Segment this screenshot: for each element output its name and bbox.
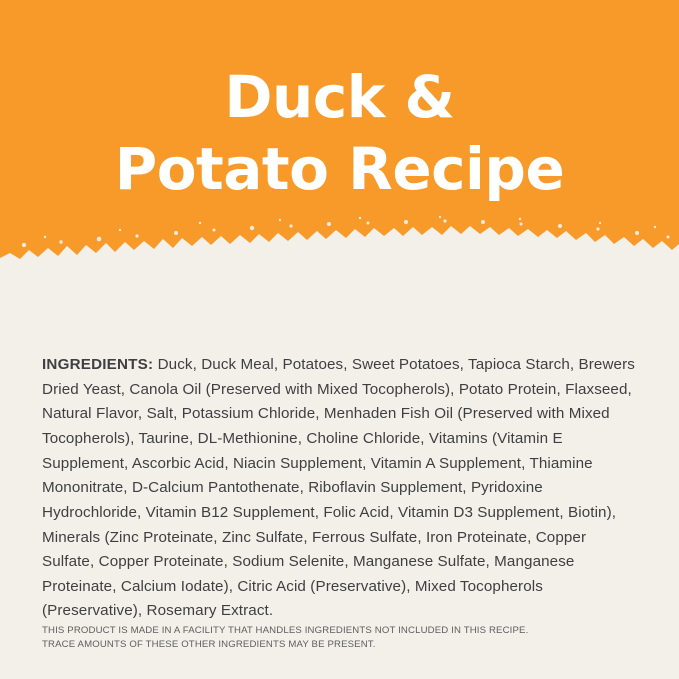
product-title	[0, 62, 679, 206]
product-title-line-2: Potato Recipe	[114, 134, 565, 203]
ingredients-label: INGREDIENTS:	[42, 356, 154, 374]
ingredients-list: Duck, Duck Meal, Potatoes, Sweet Potatoes, Tapioca Starch, Brewers Dried Yeast, Canola Oil (Preserved with Mixed Tocopherols), Potato Protein, Flaxseed, Natural Flavor, Salt, Potassium Chloride, Menhaden Fish Oil (Preserved with Mixed Tocopherols), Taurine, DL-Methionine, Choline Chloride, Vitamins (Vitamin E Supplement, Ascorbic Acid, Niacin Supplement, Vitamin A Supplement, Thiamine Mononitrate, D-Calcium Pantothenate, Riboflavin Supplement, Pyridoxine Hydrochloride, Vitamin B12 Supplement, Folic Acid, Vitamin D3 Supplement, Biotin), Minerals (Zinc Proteinate, Zinc Sulfate, Ferrous Sulfate, Iron Proteinate, Copper Sulfate, Copper Proteinate, Sodium Selenite, Manganese Sulfate, Manganese Proteinate, Calcium Iodate), Citric Acid (Preservative), Mixed Tocopherols (Preservative), Rosemary Extract.	[42, 356, 635, 620]
ingredients-section	[42, 338, 642, 639]
allergen-disclaimer	[42, 624, 642, 653]
allergen-disclaimer-line-2: TRACE AMOUNTS OF THESE OTHER INGREDIENTS MAY BE PRESENT.	[42, 639, 376, 651]
product-title-line-1: Duck &	[224, 63, 455, 131]
allergen-disclaimer-line-1: THIS PRODUCT IS MADE IN A FACILITY THAT HANDLES INGREDIENTS NOT INCLUDED IN THIS RECIPE.	[42, 625, 529, 636]
ingredients-paragraph	[42, 353, 642, 624]
torn-paper-edge	[0, 212, 679, 300]
